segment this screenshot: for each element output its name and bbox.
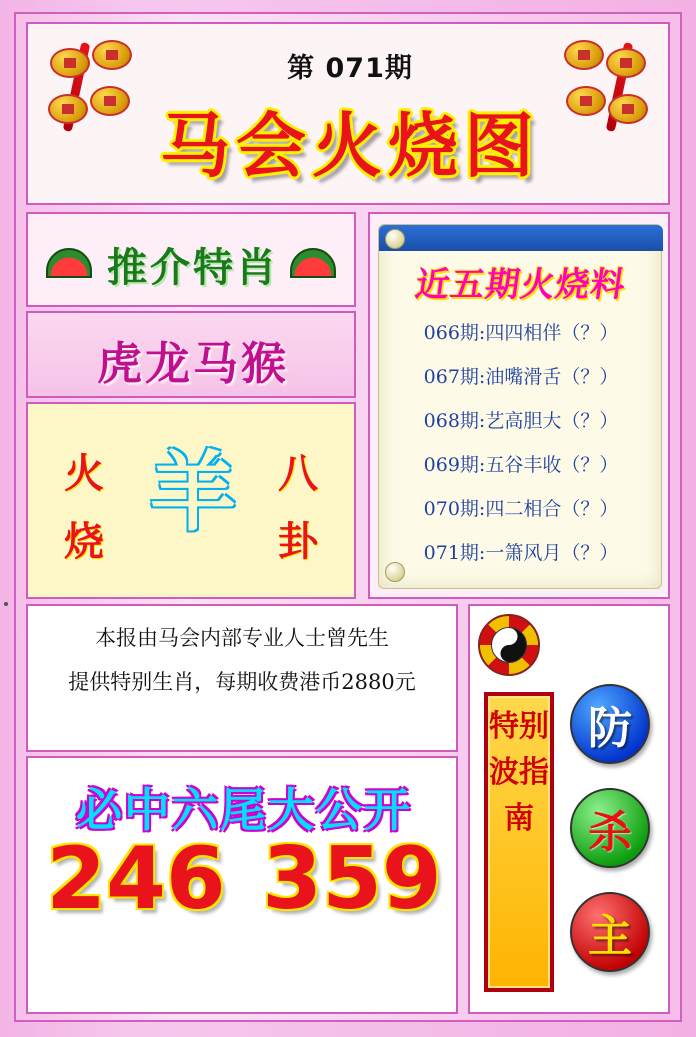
recommendation-panel: [26, 212, 356, 307]
scroll-knob-icon: [385, 229, 405, 249]
numbers-panel: [26, 756, 458, 1014]
status-badge: [570, 684, 650, 764]
bagua-compass-icon: [478, 614, 540, 676]
list-item: 070期:四二相合（？）: [423, 498, 619, 520]
guide-banner: [484, 692, 554, 992]
list-item: 071期:一箫风月（？）: [423, 542, 619, 564]
list-item: 069期:五谷丰收（？）: [423, 454, 619, 476]
numbers-title: 必中六尾大公开: [76, 783, 412, 837]
history-list: [379, 311, 663, 575]
issue-number: 第 071期: [287, 53, 413, 84]
header-panel: [26, 22, 670, 205]
status-badge: [570, 788, 650, 868]
list-item: 068期:艺高胆大（？）: [423, 410, 619, 432]
poster-inner-frame: [14, 12, 682, 1022]
bagua-word-bottom-left: 烧: [64, 518, 104, 565]
bagua-panel: [26, 402, 356, 599]
zodiac-list: 虎龙马猴: [96, 337, 289, 390]
notice-line-2: 提供特别生肖，每期收费港币2880元: [68, 670, 416, 694]
history-panel: [368, 212, 670, 599]
guide-banner-text: 特别波指南: [489, 709, 549, 836]
status-badge-label: 杀: [588, 807, 632, 858]
history-title: 近五期火烧料: [412, 265, 629, 305]
bagua-center-character: 羊: [150, 442, 236, 543]
status-badge: [570, 892, 650, 972]
list-item: 067期:油嘴滑舌（？）: [423, 366, 619, 388]
status-badge-label: 防: [588, 703, 632, 754]
bagua-word-top-right: 八: [278, 450, 318, 497]
scroll-top-bar: [379, 225, 663, 251]
notice-line-1: 本报由马会内部专业人士曾先生: [95, 626, 389, 650]
taiji-icon: [491, 627, 527, 663]
notice-panel: [26, 604, 458, 752]
edge-dot: [4, 602, 8, 606]
recommendation-label: 推介特肖: [107, 244, 279, 291]
page-title: 马会火烧图: [160, 104, 540, 187]
guide-panel: [468, 604, 670, 1014]
status-badge-label: 主: [588, 911, 632, 962]
badge-group: [570, 684, 656, 996]
numbers-row: [28, 829, 460, 929]
list-item: 066期:四四相伴（？）: [423, 322, 619, 344]
number-left: 246: [46, 829, 226, 929]
scroll-paper: [378, 224, 662, 589]
number-right: 359: [262, 829, 442, 929]
bagua-word-bottom-right: 卦: [278, 518, 318, 565]
bagua-word-top-left: 火: [64, 450, 104, 497]
zodiac-panel: [26, 311, 356, 398]
